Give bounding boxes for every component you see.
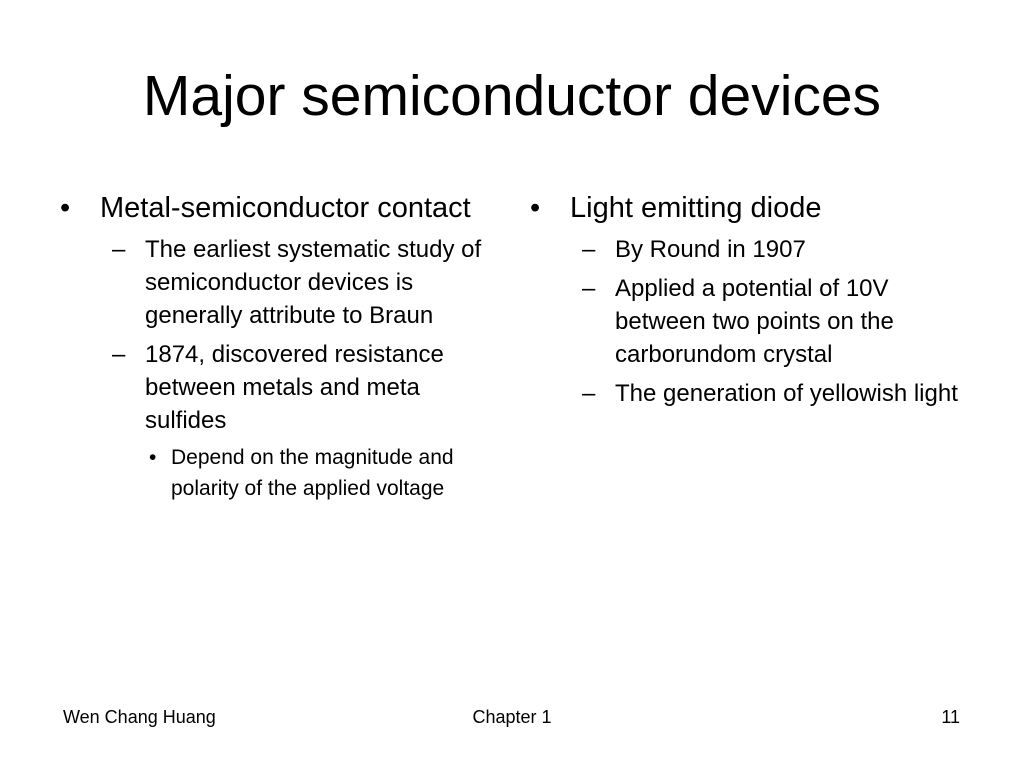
footer-page-number: 11 — [941, 707, 960, 727]
sub-bullet-text: By Round in 1907 — [615, 236, 806, 263]
dash-icon: – — [582, 236, 596, 263]
right-bullet-list — [530, 189, 980, 416]
bullet-text: Light emitting diode — [570, 192, 822, 224]
dash-icon: – — [112, 236, 126, 263]
footer-chapter: Chapter 1 — [472, 707, 552, 727]
sub-bullet-text: The earliest systematic study of semiconductor devices is generally attribute to Braun — [145, 236, 482, 329]
sub-bullet-item — [100, 233, 500, 332]
bullet-icon: • — [149, 446, 157, 469]
sub-bullet-text: Applied a potential of 10V between two points on the carborundom crystal — [615, 275, 894, 368]
sub-sub-bullet-list — [145, 442, 500, 504]
sub-bullet-list — [100, 233, 500, 504]
slide-title: Major semiconductor devices — [142, 64, 882, 128]
sub-bullet-text: 1874, discovered resistance between metals and meta sulfides — [145, 341, 444, 434]
sub-bullet-item — [570, 272, 980, 371]
footer-author: Wen Chang Huang — [63, 707, 216, 727]
sub-bullet-list — [570, 233, 980, 410]
bullet-icon: • — [60, 192, 71, 224]
sub-sub-bullet-item — [145, 442, 500, 504]
dash-icon: – — [112, 341, 126, 368]
dash-icon: – — [582, 275, 596, 302]
left-bullet-list — [60, 189, 500, 510]
dash-icon: – — [582, 380, 596, 407]
bullet-icon: • — [530, 192, 541, 224]
sub-bullet-item — [100, 338, 500, 504]
sub-sub-bullet-text: Depend on the magnitude and polarity of the applied voltage — [171, 446, 466, 500]
bullet-light-emitting-diode — [530, 189, 980, 410]
sub-bullet-text: The generation of yellowish light — [615, 380, 958, 407]
sub-bullet-item — [570, 233, 980, 266]
bullet-text: Metal-semiconductor contact — [100, 192, 471, 224]
bullet-metal-semiconductor-contact — [60, 189, 500, 504]
sub-bullet-item — [570, 377, 980, 410]
